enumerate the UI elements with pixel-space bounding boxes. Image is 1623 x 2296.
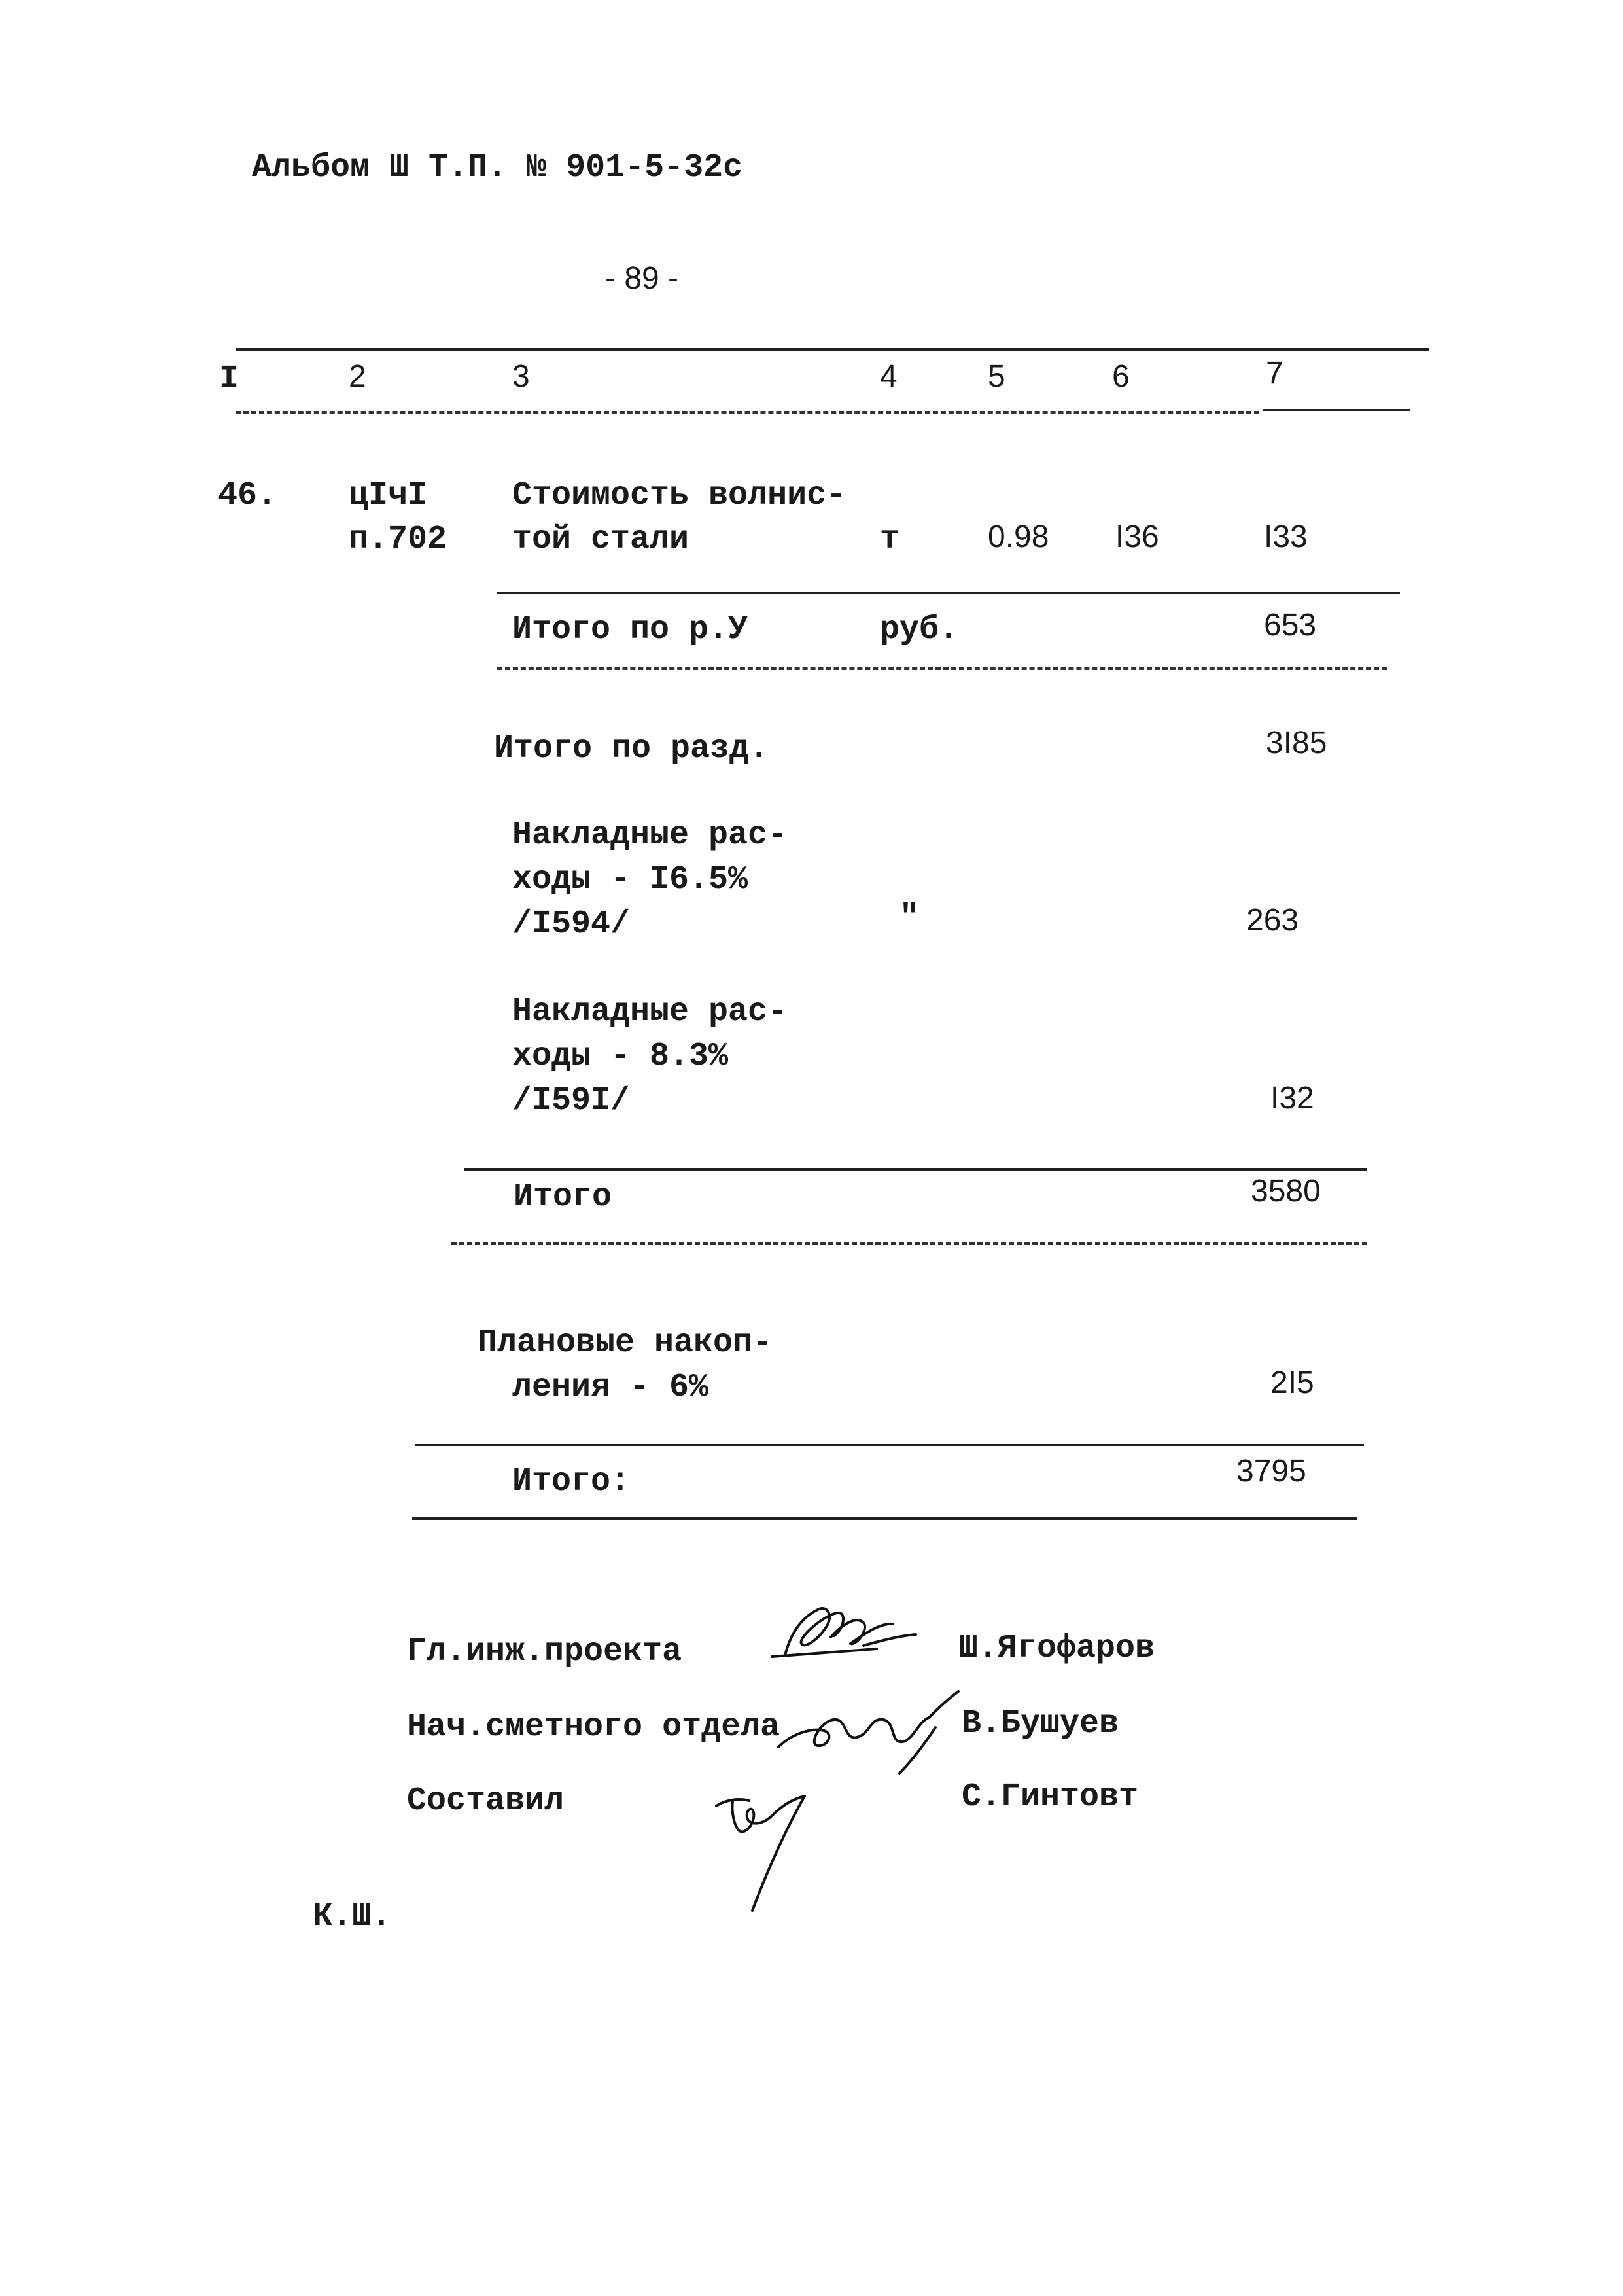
overhead-1-value: 263: [1246, 903, 1299, 938]
overhead-2-value: I32: [1270, 1081, 1314, 1116]
division-total-label: Итого по разд.: [494, 730, 769, 768]
planned-savings-line-1: Плановые накоп-: [478, 1324, 773, 1362]
overhead-2-line-1: Накладные рас-: [512, 993, 788, 1031]
column-7-underline: [1263, 409, 1410, 411]
grand-total-bottom-rule: [412, 1517, 1357, 1520]
album-reference: Альбом Ш Т.П. № 901-5-32с: [252, 149, 743, 186]
overhead-1-line-3: /I594/: [512, 906, 631, 943]
subtotal-top-rule: [464, 1168, 1367, 1171]
signature-3-graphic: [707, 1760, 837, 1917]
item-code-line-1: цIчI: [349, 477, 428, 514]
overhead-1-line-1: Накладные рас-: [512, 817, 788, 854]
signatory-1-name: Ш.Ягофаров: [958, 1630, 1155, 1667]
column-header-5: 5: [988, 359, 1005, 394]
signatory-2-name: В.Бушуев: [962, 1705, 1119, 1742]
section-total-value: 653: [1264, 608, 1317, 643]
overhead-2-line-3: /I59I/: [512, 1082, 631, 1120]
grand-total-value: 3795: [1236, 1454, 1306, 1489]
column-header-6: 6: [1112, 359, 1130, 394]
item-code-line-2: п.702: [349, 521, 447, 558]
signatory-1-role: Гл.инж.проекта: [407, 1633, 682, 1670]
signatory-3-name: С.Гинтовт: [962, 1778, 1139, 1816]
item-bottom-rule: [497, 592, 1400, 594]
overhead-1-line-2: ходы - I6.5%: [512, 861, 748, 898]
column-header-3: 3: [512, 359, 530, 394]
grand-total-top-rule: [415, 1444, 1364, 1446]
footer-mark: К.Ш.: [313, 1898, 392, 1935]
item-unit: т: [880, 521, 900, 558]
item-quantity: 0.98: [988, 520, 1049, 554]
table-header-rule: [236, 411, 1259, 414]
column-header-7: 7: [1266, 356, 1283, 391]
grand-total-label: Итого:: [512, 1463, 631, 1500]
column-header-2: 2: [349, 359, 366, 394]
column-header-4: 4: [880, 359, 898, 394]
section-total-unit: руб.: [880, 611, 959, 648]
section-total-rule: [497, 667, 1387, 670]
column-header-1: I: [219, 361, 239, 398]
section-total-label: Итого по р.У: [512, 611, 748, 648]
signatory-3-role: Составил: [407, 1782, 565, 1820]
overhead-2-line-2: ходы - 8.3%: [512, 1038, 729, 1075]
item-price: I36: [1115, 520, 1159, 554]
item-description-line-1: Стоимость волнис-: [512, 477, 846, 514]
signatory-2-role: Нач.сметного отдела: [407, 1708, 780, 1746]
subtotal-label: Итого: [514, 1178, 612, 1216]
overhead-1-unit: ": [899, 899, 920, 936]
table-top-rule: [236, 348, 1429, 351]
item-number: 46.: [218, 477, 277, 514]
signature-1-graphic: [765, 1583, 922, 1675]
planned-savings-value: 2I5: [1270, 1366, 1314, 1400]
division-total-value: 3I85: [1266, 726, 1327, 760]
item-total: I33: [1264, 520, 1308, 554]
subtotal-bottom-rule: [451, 1242, 1367, 1245]
subtotal-value: 3580: [1251, 1174, 1321, 1209]
planned-savings-line-2: ления - 6%: [512, 1369, 709, 1406]
page-number: - 89 -: [605, 261, 679, 296]
item-description-line-2: той стали: [512, 521, 689, 558]
